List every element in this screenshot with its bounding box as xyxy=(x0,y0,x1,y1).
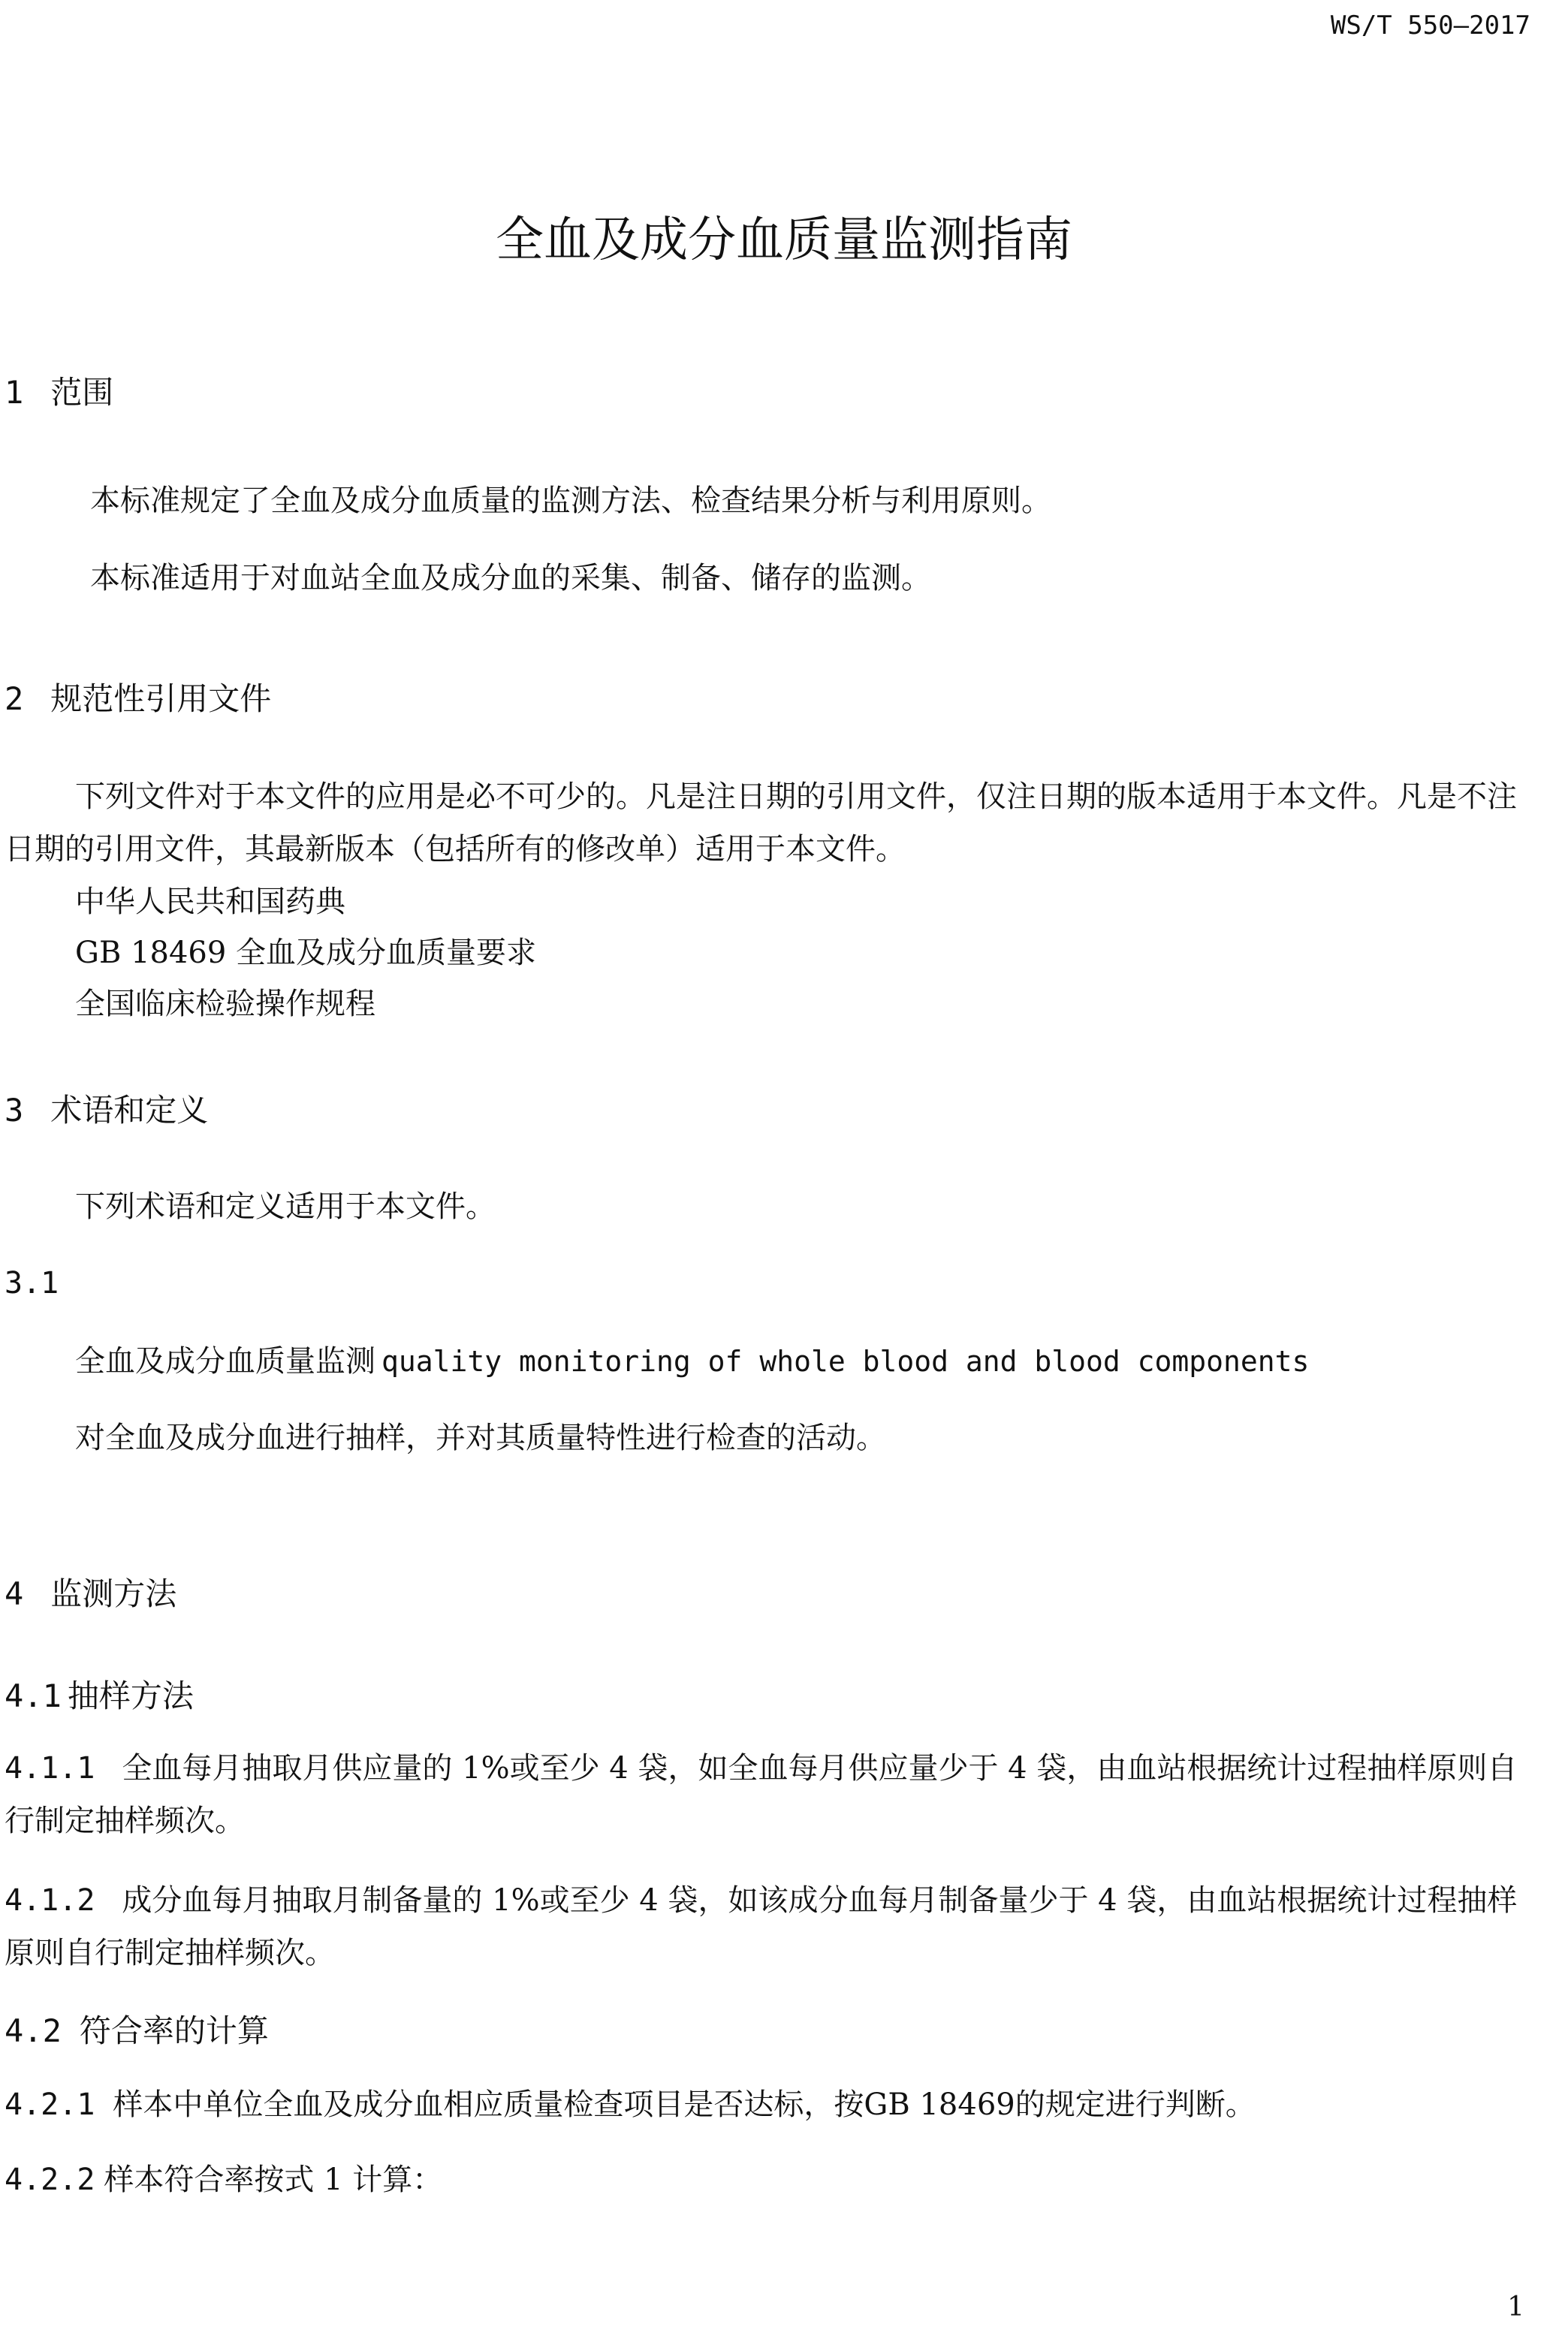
clause-4-2-1 xyxy=(5,2078,1536,2131)
section-2-heading xyxy=(5,674,271,719)
section-2-para-1: 下列文件对于本文件的应用是必不可少的。凡是注日期的引用文件，仅注日期的版本适用于本文件。凡是不注日期的引用文件，其最新版本（包括所有的修改单）适用于本文件。 xyxy=(5,779,1517,867)
section-4-heading xyxy=(5,1569,176,1614)
clause-4-1-1-text: 全血每月抽取月供应量的 1%或至少 4 袋，如全血每月供应量少于 4 袋，由血站根据统计过程抽样原则自行制定抽样频次。 xyxy=(5,1751,1518,1838)
section-1-para-1: 本标准规定了全血及成分血质量的监测方法、检查结果分析与利用原则。 xyxy=(90,484,1051,518)
clause-4-2-2-text: 样本符合率按式 1 计算： xyxy=(104,2163,443,2197)
clause-4-2-2-number: 4.2.2 xyxy=(5,2163,95,2197)
document-title: 全血及成分血质量监测指南 xyxy=(496,213,1072,268)
term-english: quality monitoring of whole blood and blood components xyxy=(381,1345,1310,1378)
section-4-2-number: 4.2 xyxy=(5,2012,62,2049)
clause-4-1-2-text: 成分血每月抽取月制备量的 1%或至少 4 袋，如该成分血每月制备量少于 4 袋，由血站根据统计过程抽样原则自行制定抽样频次。 xyxy=(5,1883,1518,1970)
section-2-number: 2 xyxy=(5,680,24,717)
section-3-number: 3 xyxy=(5,1092,24,1129)
clause-4-2-1-text: 样本中单位全血及成分血相应质量检查项目是否达标，按GB 18469的规定进行判断。 xyxy=(113,2087,1256,2122)
section-4-1-heading xyxy=(5,1671,194,1717)
clause-4-1-2 xyxy=(5,1874,1536,1979)
term-chinese: 全血及成分血质量监测 xyxy=(75,1344,375,1379)
term-entry xyxy=(75,1335,1309,1388)
clause-4-2-2 xyxy=(5,2154,1536,2206)
reference-3: 全国临床检验操作规程 xyxy=(75,987,375,1021)
clause-4-1-2-number: 4.1.2 xyxy=(5,1883,95,1918)
clause-4-1-1-number: 4.1.1 xyxy=(5,1751,95,1786)
clause-4-1-1 xyxy=(5,1742,1536,1847)
section-1-para-2: 本标准适用于对血站全血及成分血的采集、制备、储存的监测。 xyxy=(90,561,931,595)
section-4-title: 监测方法 xyxy=(50,1575,177,1612)
section-4-1-number: 4.1 xyxy=(5,1677,62,1714)
document-code: WS/T 550—2017 xyxy=(1330,11,1530,41)
section-3-title: 术语和定义 xyxy=(50,1092,209,1129)
section-4-2-heading xyxy=(5,2006,269,2051)
section-4-number: 4 xyxy=(5,1575,24,1612)
section-1-number: 1 xyxy=(5,374,24,411)
reference-2: GB 18469 全血及成分血质量要求 xyxy=(75,936,537,970)
section-3-heading xyxy=(5,1086,208,1131)
section-3-para-1: 下列术语和定义适用于本文件。 xyxy=(75,1189,496,1224)
section-4-1-title: 抽样方法 xyxy=(67,1677,194,1714)
clause-4-2-1-number: 4.2.1 xyxy=(5,2087,95,2122)
section-1-heading xyxy=(5,368,113,413)
reference-1: 中华人民共和国药典 xyxy=(75,885,345,919)
section-4-2-title: 符合率的计算 xyxy=(79,2012,269,2049)
section-1-title: 范围 xyxy=(50,374,114,411)
section-2-title: 规范性引用文件 xyxy=(50,680,272,717)
term-definition: 对全血及成分血进行抽样，并对其质量特性进行检查的活动。 xyxy=(75,1421,886,1455)
page-number: 1 xyxy=(1507,2292,1524,2322)
term-number: 3.1 xyxy=(5,1266,59,1301)
